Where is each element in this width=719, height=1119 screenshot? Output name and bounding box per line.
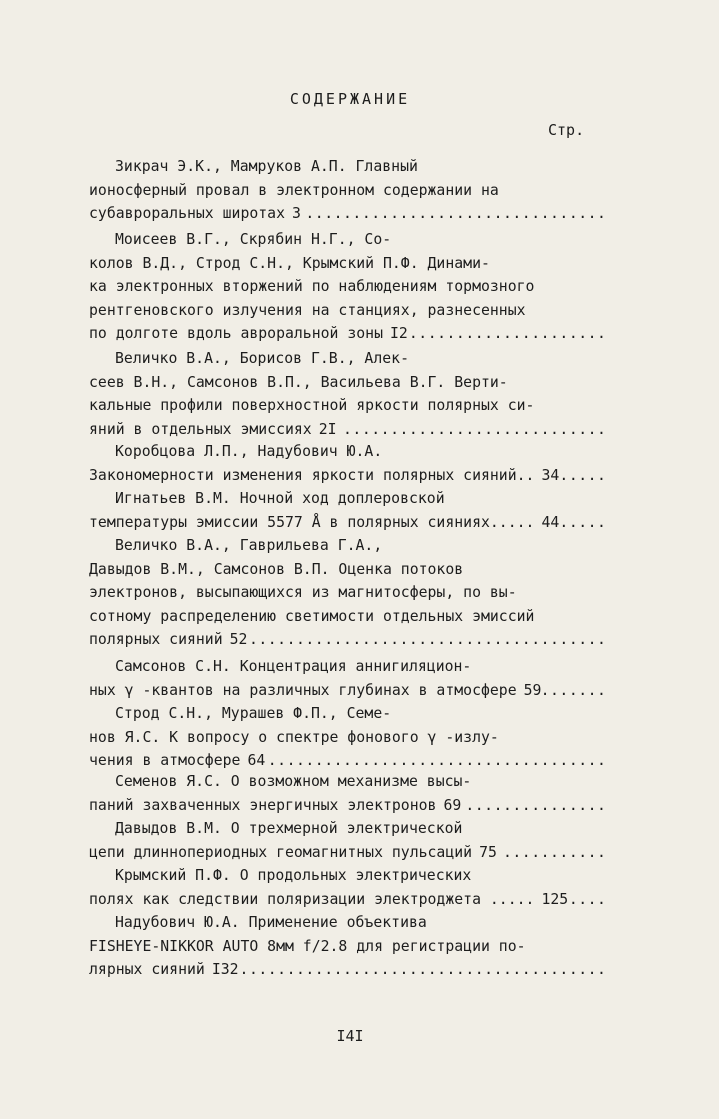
toc-entry (89, 347, 609, 441)
toc-entry (89, 440, 609, 487)
toc-entry-text: Давыдов В.М., Самсонов В.П. Оценка потоков (89, 560, 464, 578)
toc-entry-page: 69 (439, 797, 464, 814)
toc-entry (89, 155, 609, 226)
toc-entry-line (89, 726, 609, 750)
toc-entry-line (89, 440, 609, 464)
toc-entry (89, 911, 609, 982)
toc-entry-text: нов Я.С. К вопросу о спектре фонового γ -излу- (89, 728, 499, 746)
toc-entry-page: 59 (520, 682, 545, 699)
toc-entry-text: Давыдов В.М. О трехмерной электрической (115, 820, 463, 837)
toc-entry-text: Закономерности изменения яркости полярных сияний.. (89, 467, 537, 484)
toc-entry-text: полярных сияний (89, 631, 226, 648)
toc-entry-text: ка электронных вторжений по наблюдениям тормозного (89, 278, 535, 295)
toc-entry-line (89, 228, 609, 252)
toc-entry (89, 770, 609, 817)
toc-entry-text: Игнатьев В.М. Ночной ход доплеровской (115, 490, 445, 507)
toc-entry (89, 655, 609, 702)
toc-entry-page: 44 (537, 514, 562, 531)
toc-entry-text: температуры эмиссии 5577 Å в полярных сияниях..... (89, 514, 537, 531)
toc-entry-last-line (89, 418, 609, 442)
toc-entry-last-line (89, 958, 609, 982)
toc-entry-page: 52 (226, 631, 251, 648)
footer-page-number: I4I (336, 1027, 364, 1045)
toc-entry-text: ных γ -квантов на различных глубинах в атмосфере (89, 682, 520, 699)
toc-entry-page: I32 (208, 961, 242, 978)
toc-entry (89, 817, 609, 864)
toc-entry-text: ионосферный провал в электронном содержании на (89, 181, 499, 199)
toc-entry-line (89, 155, 609, 179)
toc-entry (89, 864, 609, 911)
toc-entry-page: 2I (315, 421, 340, 438)
toc-entry-last-line (89, 511, 609, 535)
toc-entry-text: Коробцова Л.П., Надубович Ю.А. (115, 443, 383, 460)
toc-entry-line (89, 275, 609, 299)
toc-entry-last-line (89, 322, 609, 346)
toc-entry-line (89, 935, 609, 959)
toc-entry-line (89, 347, 609, 371)
toc-entry-line (89, 487, 609, 511)
toc-entry-last-line (89, 628, 609, 652)
toc-entry-last-line (89, 749, 609, 773)
toc-entry-text: электронов, высыпающихся из магнитосферы, по вы- (89, 584, 517, 601)
toc-entry-line (89, 911, 609, 935)
toc-entry-text: Величко В.А., Гаврильева Г.А., (115, 537, 383, 554)
toc-entry-text: сотному распределению светимости отдельных эмиссий (89, 607, 535, 625)
toc-entry-text: цепи длиннопериодных геомагнитных пульсаций (89, 844, 475, 861)
toc-entry-last-line (89, 679, 609, 703)
toc-entry-line (89, 394, 609, 418)
toc-entry-line (89, 605, 609, 629)
toc-entry-text: Моисеев В.Г., Скрябин Н.Г., Со- (115, 231, 392, 248)
toc-entry-line (89, 371, 609, 395)
toc-entry-line (89, 252, 609, 276)
toc-entry-line (89, 179, 609, 203)
toc-entry-last-line (89, 202, 609, 226)
toc-entry-page: 125 (537, 891, 571, 908)
toc-entry-page: 34 (537, 467, 562, 484)
toc-entry-text: FISHEYE-NIKKOR AUTO 8мм f/2.8 для регистрации по- (89, 937, 526, 955)
toc-entry-text: яний в отдельных эмиссиях (89, 421, 315, 438)
toc-entry-text: кальные профили поверхностной яркости полярных си- (89, 397, 535, 414)
toc-entry-text: Строд С.Н., Мурашев Ф.П., Семе- (115, 705, 392, 722)
toc-entry-text: по долготе вдоль авроральной зоны (89, 325, 386, 342)
toc-entry-text: субавроральных широтах (89, 205, 288, 222)
toc-entry (89, 487, 609, 534)
page-title: СОДЕРЖАНИЕ (289, 90, 411, 108)
toc-entry (89, 702, 609, 773)
toc-entry-text: чения в атмосфере (89, 752, 243, 769)
toc-entry-line (89, 864, 609, 888)
toc-entry (89, 228, 609, 346)
toc-entry-text: Величко В.А., Борисов Г.В., Алек- (115, 350, 409, 367)
toc-entry-text: Зикрач Э.К., Мамруков А.П. Главный (115, 158, 418, 175)
toc-entry-text: паний захваченных энергичных электронов (89, 797, 439, 814)
toc-entry-last-line (89, 794, 609, 818)
toc-entry-page: 75 (475, 844, 500, 861)
toc-entry-text: Самсонов С.Н. Концентрация аннигиляцион- (115, 658, 472, 675)
toc-entry-text: сеев В.Н., Самсонов В.П., Васильева В.Г. Верти- (89, 373, 508, 391)
toc-entry-text: рентгеновского излучения на станциях, разнесенных (89, 301, 526, 319)
toc-entry-line (89, 581, 609, 605)
toc-entry-line (89, 702, 609, 726)
toc-entry-line (89, 770, 609, 794)
toc-entry-page: 64 (243, 752, 268, 769)
toc-entry-line (89, 817, 609, 841)
toc-entry-text: Крымский П.Ф. О продольных электрических (115, 867, 472, 884)
toc-entry-text: полях как следствии поляризации электроджета ..... (89, 891, 537, 908)
toc-entry-page: I2 (386, 325, 411, 342)
toc-entry-line (89, 534, 609, 558)
toc-entry-last-line (89, 888, 609, 912)
toc-entry-text: лярных сияний (89, 961, 208, 978)
toc-entry-line (89, 558, 609, 582)
toc-entry-last-line (89, 464, 609, 488)
toc-entry-line (89, 299, 609, 323)
toc-entry-text: Надубович Ю.А. Применение объектива (115, 914, 427, 931)
toc-entry-text: Семенов Я.С. О возможном механизме высы- (115, 773, 472, 790)
toc-entry (89, 534, 609, 652)
toc-entry-text: колов В.Д., Строд С.Н., Крымский П.Ф. Динами- (89, 254, 490, 272)
toc-entry-line (89, 655, 609, 679)
toc-entry-last-line (89, 841, 609, 865)
page-column-label: Стр. (548, 121, 585, 139)
toc-entry-page: 3 (288, 205, 304, 222)
